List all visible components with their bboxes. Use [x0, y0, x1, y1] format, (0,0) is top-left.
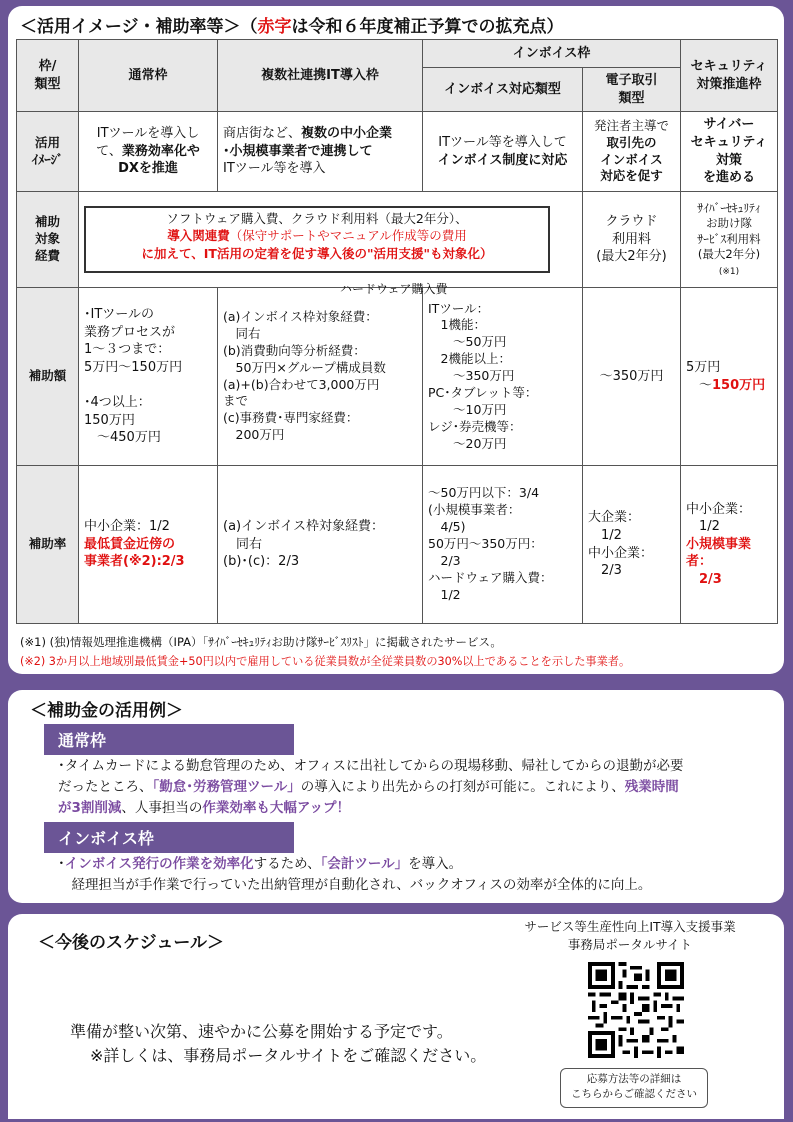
cell-katsuyo-tsujo: ITツールを導入し て、業務効率化や DXを推進: [79, 112, 218, 192]
cell-gaku-fukusu: (a)インボイス枠対象経費： 同右 (b)消費動向等分析経費： 50万円×グループ構成員数 (a)+(b)合わせて3,000万円 まで (c)事務費･専門家経費： 200万円: [218, 288, 423, 466]
cell-katsuyo-security: サイバー セキュリティ 対策 を進める: [681, 112, 778, 192]
subsidy-table: [16, 39, 778, 624]
row-label-keihi: 補助 対象 経費: [17, 192, 79, 288]
cell-ritsu-fukusu: (a)インボイス枠対象経費： 同右 (b)･(c)：2/3: [218, 466, 423, 624]
tag-invoice: インボイス枠: [44, 822, 294, 853]
cell-katsuyo-fukusu: 商店街など、複数の中小企業 ･小規模事業者で連携して ITツール等を導入: [218, 112, 423, 192]
header-tsujo: 通常枠: [79, 40, 218, 112]
row-label-ritsu: 補助率: [17, 466, 79, 624]
footnote-2: (※2) 3か月以上地域別最低賃金+50円以内で雇用している従業員数が全従業員数の30%以上であることを示した事業者。: [20, 655, 631, 668]
portal-site-label: サービス等生産性向上IT導入支援事業 事務局ポータルサイト: [524, 919, 736, 952]
cell-keihi-denshi: クラウド 利用料 (最大2年分): [583, 192, 681, 288]
cell-ritsu-security: 中小企業： 1/2 小規模事業者： 2/3: [681, 466, 778, 624]
row-label-katsuyo: 活用 ｲﾒｰｼﾞ: [17, 112, 79, 192]
header-invoice: インボイス枠: [423, 40, 681, 68]
eligible-expenses-box: ソフトウェア購入費、クラウド利用料（最大2年分）、 導入関連費（保守サポートやマニュアル作成等の費用 に加えて、IT活用の定着を促す導入後の"活用支援"も対象化）: [84, 206, 550, 273]
footnote-1: (※1) (独)情報処理推進機構（IPA）「ｻｲﾊﾞｰｾｷｭﾘﾃｨお助け隊ｻｰﾋﾞｽﾘｽﾄ」に掲載されたサービス。: [20, 635, 502, 649]
section-title-overview: ＜活用イメージ・補助率等＞（赤字は令和６年度補正予算での拡充点）: [20, 17, 564, 37]
qr-note: 応募方法等の詳細は こちらからご確認ください: [560, 1068, 708, 1108]
cell-gaku-security: 5万円 ～150万円: [681, 288, 778, 466]
header-invoice-taiou: インボイス対応類型: [423, 68, 583, 112]
row-label-gaku: 補助額: [17, 288, 79, 466]
schedule-text: 準備が整い次第、速やかに公募を開始する予定です。 ※詳しくは、事務局ポータルサイトをご確認ください。: [70, 1022, 487, 1065]
hardware-label: ハードウェア購入費: [340, 282, 448, 296]
cell-ritsu-invoice: ～50万円以下：3/4 (小規模事業者： 4/5) 50万円～350万円： 2/3 ハードウェア購入費： 1/2: [423, 466, 583, 624]
header-denshi: 電子取引 類型: [583, 68, 681, 112]
header-security: セキュリティ 対策推進枠: [681, 40, 778, 112]
header-fukusu: 複数社連携IT導入枠: [218, 40, 423, 112]
subsidy-overview-panel: [8, 6, 784, 674]
cell-ritsu-tsujo: 中小企業：1/2 最低賃金近傍の 事業者(※2):2/3: [79, 466, 218, 624]
cell-ritsu-denshi: 大企業： 1/2 中小企業： 2/3: [583, 466, 681, 624]
example-invoice-text: ･インボイス発行の作業を効率化するため、「会計ツール」を導入。 経理担当が手作業で行っていた出納管理が自動化され、バックオフィスの効率が全体的に向上。: [58, 856, 652, 893]
cell-keihi-security: ｻｲﾊﾞｰｾｷｭﾘﾃｨ お助け隊 ｻｰﾋﾞｽ利用料 (最大2年分) (※1): [681, 192, 778, 288]
example-tsujo-text: ･タイムカードによる勤怠管理のため、オフィスに出社してからの現場移動、帰社してからの退勤が必要 だったところ、「勤怠･労務管理ツール」の導入により出先からの打刻が可能に。これにより、残業時間 が3割削減、人事担当の作業効率も大幅アップ！: [58, 758, 684, 816]
cell-gaku-tsujo: ･ITツールの 業務プロセスが 1～３つまで： 5万円～150万円 ･4つ以上： 150万円 ～450万円: [79, 288, 218, 466]
section-title-examples: ＜補助金の活用例＞: [30, 701, 183, 721]
cell-gaku-denshi: ～350万円: [583, 288, 681, 466]
cell-katsuyo-invoice: ITツール等を導入して インボイス制度に対応: [423, 112, 583, 192]
cell-katsuyo-denshi: 発注者主導で 取引先の インボイス 対応を促す: [583, 112, 681, 192]
tag-tsujo: 通常枠: [44, 724, 294, 755]
section-title-schedule: ＜今後のスケジュール＞: [38, 933, 224, 953]
usage-examples-panel: [8, 690, 784, 903]
header-waku: 枠/ 類型: [17, 40, 79, 112]
portal-qr-code[interactable]: [588, 962, 684, 1058]
cell-gaku-invoice: ITツール： 1機能： ～50万円 2機能以上： ～350万円 PC･タブレット等： ～10万円 レジ･券売機等： ～20万円: [423, 288, 583, 466]
